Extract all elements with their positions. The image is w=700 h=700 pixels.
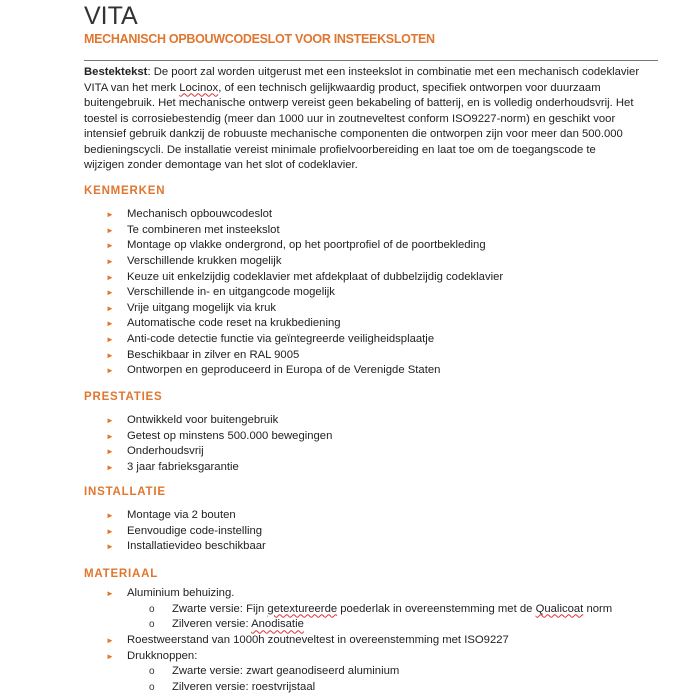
sub-list-item xyxy=(0,680,700,696)
list-item-text: Montage via 2 bouten xyxy=(127,509,236,521)
list-item xyxy=(0,429,700,445)
bullet-icon: ► xyxy=(106,635,114,645)
text: Qualicoat xyxy=(535,602,584,615)
list-item-text: Installatievideo beschikbaar xyxy=(127,540,266,553)
list-item-text: Ontwikkeld voor buitengebruik xyxy=(127,414,279,426)
list-item xyxy=(0,238,700,254)
bullet-icon: ► xyxy=(106,256,114,266)
list-item-text: 3 jaar fabrieksgarantie xyxy=(127,460,239,473)
circle-bullet-icon: o xyxy=(149,666,155,678)
bestektekst-label: Bestektekst xyxy=(84,66,148,78)
list-item xyxy=(0,332,700,348)
list-item xyxy=(0,254,700,270)
list-item-text: Ontworpen en geproduceerd in Europa of de Verenigde Staten xyxy=(127,364,441,377)
text: Anodisatie xyxy=(251,618,304,631)
bullet-icon: ► xyxy=(106,210,114,219)
list-item-text: Te combineren met insteekslot xyxy=(127,223,280,236)
list-item-text: Roestweerstand van 1000h zoutneveltest in overeenstemming met ISO9227 xyxy=(127,633,509,646)
sub-list-item xyxy=(0,602,700,618)
text: norm xyxy=(583,602,613,615)
bullet-icon: ► xyxy=(106,350,114,360)
divider xyxy=(84,60,658,61)
list-item-text: Montage op vlakke ondergrond, op het poortprofiel of de poortbekleding xyxy=(127,239,486,252)
list-item-text: Automatische code reset na krukbediening xyxy=(127,317,341,330)
bullet-icon: ► xyxy=(106,288,114,298)
bestektekst-paragraph xyxy=(84,65,664,174)
text: , of een technisch gelijkwaardig product, specifiek ontworpen voor duurzaam xyxy=(218,81,601,94)
list-item xyxy=(0,524,700,540)
kenmerken-list xyxy=(0,207,700,379)
text: : De poort zal worden uitgerust met een insteekslot in combinatie met een mechanisch codeklavier xyxy=(147,66,640,78)
sub-list-item xyxy=(0,617,700,633)
circle-bullet-icon: o xyxy=(149,619,155,631)
document-subtitle: MECHANISCH OPBOUWCODESLOT VOOR INSTEEKSLOTEN xyxy=(84,32,435,46)
list-item xyxy=(0,223,700,239)
list-item-text: Vrije uitgang mogelijk via kruk xyxy=(127,301,277,314)
text: wijzigen zonder demontage van het slot of codeklavier. xyxy=(84,159,358,171)
bullet-icon: ► xyxy=(106,511,114,520)
bullet-icon: ► xyxy=(106,272,114,282)
bullet-icon: ► xyxy=(106,416,114,425)
list-item xyxy=(0,633,700,649)
bullet-icon: ► xyxy=(106,303,114,313)
bullet-icon: ► xyxy=(106,335,114,345)
list-item-text: Anti-code detectie functie via geïntegreerde veiligheidsplaatje xyxy=(127,333,435,346)
list-item-text: Zwarte versie: zwart geanodiseerd aluminium xyxy=(172,665,400,678)
text: intensief gebruik dankzij de robuuste mechanische componenten die ontworpen zijn voor meer dan 500.000 xyxy=(84,128,623,140)
list-item-text: Drukknoppen: xyxy=(127,649,198,662)
bullet-icon: ► xyxy=(106,651,114,661)
list-item xyxy=(0,586,700,602)
list-item xyxy=(0,207,700,223)
text: Zwarte versie: Fijn xyxy=(172,602,268,615)
list-item-text: Eenvoudige code-instelling xyxy=(127,524,263,537)
list-item-text: Mechanisch opbouwcodeslot xyxy=(127,208,273,220)
list-item xyxy=(0,285,700,301)
sub-list-item xyxy=(0,664,700,680)
installatie-list xyxy=(0,508,700,555)
bullet-icon: ► xyxy=(106,447,114,457)
list-item xyxy=(0,539,700,555)
bullet-icon: ► xyxy=(106,319,114,329)
text: bedieningscycli. De installatie vereist minimale profielvoorbereiding en laat toe om de toegangscode te xyxy=(84,143,596,156)
list-item-text xyxy=(172,617,304,633)
text: buitengebruik. Het mechanische ontwerp vereist geen bekabeling of batterij, en is volledig onderhoudsvrij. Het xyxy=(84,97,634,109)
heading-prestaties: PRESTATIES xyxy=(84,391,163,403)
list-item xyxy=(0,270,700,286)
bullet-icon: ► xyxy=(106,431,114,441)
list-item xyxy=(0,363,700,379)
bullet-icon: ► xyxy=(106,526,114,536)
list-item-text xyxy=(172,602,612,618)
heading-materiaal: MATERIAAL xyxy=(84,568,159,580)
brand-name: Locinox xyxy=(179,81,219,94)
list-item-text: Zilveren versie: roestvrijstaal xyxy=(172,680,316,693)
list-item xyxy=(0,460,700,476)
materiaal-list xyxy=(0,586,700,695)
text: getextureerde xyxy=(267,602,338,615)
bullet-icon: ► xyxy=(106,225,114,235)
list-item xyxy=(0,649,700,665)
bullet-icon: ► xyxy=(106,366,114,376)
bullet-icon: ► xyxy=(106,589,114,598)
list-item-text: Onderhoudsvrij xyxy=(127,445,204,458)
list-item-text: Getest op minstens 500.000 bewegingen xyxy=(127,429,333,442)
bullet-icon: ► xyxy=(106,542,114,552)
prestaties-list xyxy=(0,413,700,476)
heading-kenmerken: KENMERKEN xyxy=(84,185,166,197)
list-item xyxy=(0,316,700,332)
list-item-text: Aluminium behuizing. xyxy=(127,587,235,599)
list-item xyxy=(0,413,700,429)
text: Zilveren versie: xyxy=(172,618,252,631)
list-item-text: Verschillende in- en uitgangcode mogelijk xyxy=(127,286,335,299)
list-item xyxy=(0,508,700,524)
list-item xyxy=(0,348,700,364)
text: VITA van het merk xyxy=(84,81,180,94)
list-item xyxy=(0,444,700,460)
document-title: VITA xyxy=(84,2,138,30)
list-item-text: Beschikbaar in zilver en RAL 9005 xyxy=(127,348,300,361)
list-item xyxy=(0,301,700,317)
heading-installatie: INSTALLATIE xyxy=(84,486,166,498)
circle-bullet-icon: o xyxy=(149,681,155,693)
list-item-text: Verschillende krukken mogelijk xyxy=(127,254,282,267)
circle-bullet-icon: o xyxy=(149,603,155,615)
text: poederlak in overeenstemming met de xyxy=(337,602,536,615)
bullet-icon: ► xyxy=(106,241,114,251)
list-item-text: Keuze uit enkelzijdig codeklavier met afdekplaat of dubbelzijdig codeklavier xyxy=(127,270,504,283)
bullet-icon: ► xyxy=(106,462,114,472)
text: toestel is corrosiebestendig (meer dan 1000 uur in zoutneveltest conform ISO9227-norm) en geschikt voor xyxy=(84,112,616,125)
